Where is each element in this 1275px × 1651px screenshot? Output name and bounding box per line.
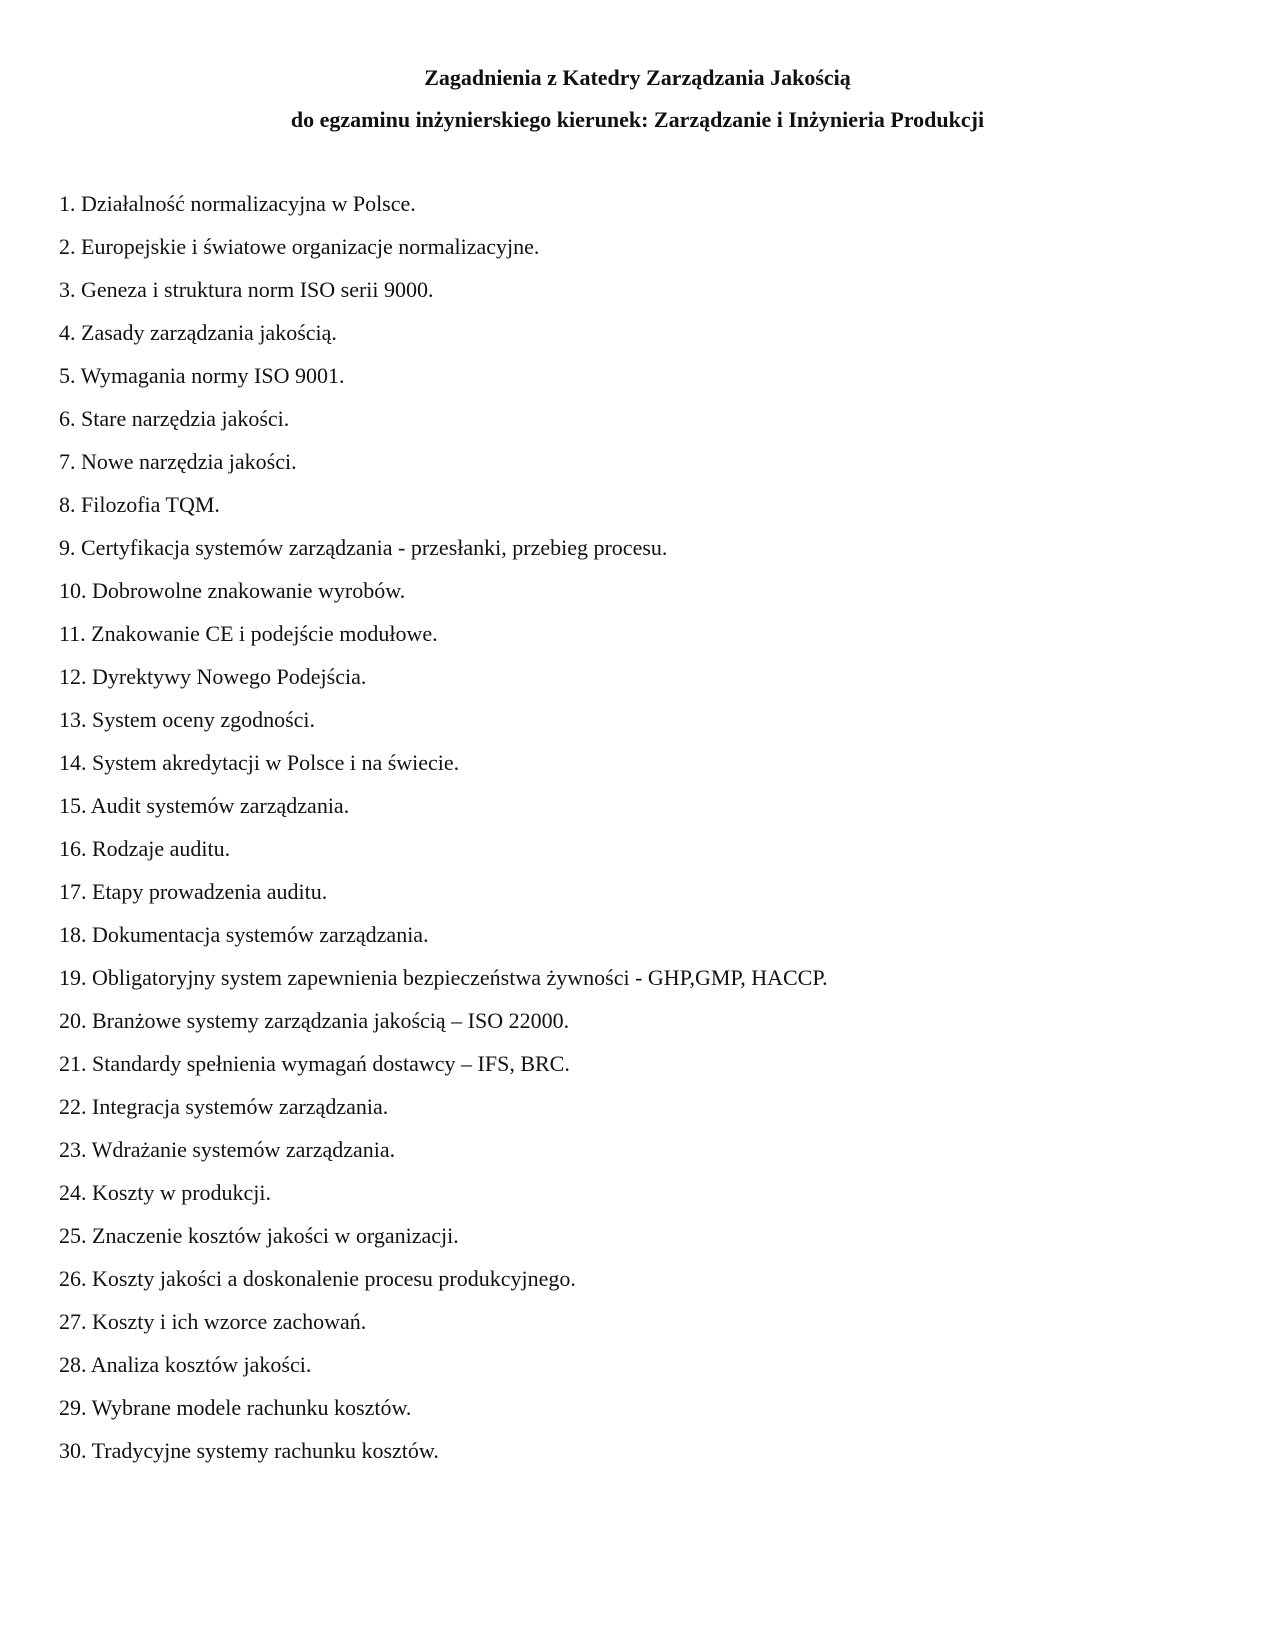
topic-item: 30. Tradycyjne systemy rachunku kosztów. [59, 1438, 439, 1463]
topic-item: 14. System akredytacji w Polsce i na świecie. [59, 750, 460, 775]
topic-item: 2. Europejskie i światowe organizacje normalizacyjne. [59, 234, 540, 259]
topic-item: 10. Dobrowolne znakowanie wyrobów. [59, 578, 406, 603]
topic-item: 19. Obligatoryjny system zapewnienia bezpieczeństwa żywności - GHP,GMP, HACCP. [59, 965, 828, 990]
topic-item: 22. Integracja systemów zarządzania. [59, 1094, 389, 1119]
topic-item: 6. Stare narzędzia jakości. [59, 406, 290, 431]
topic-item: 15. Audit systemów zarządzania. [59, 793, 350, 818]
topic-item: 4. Zasady zarządzania jakością. [59, 320, 337, 345]
topic-item: 5. Wymagania normy ISO 9001. [59, 363, 345, 388]
topic-item: 11. Znakowanie CE i podejście modułowe. [59, 621, 438, 646]
topic-item: 1. Działalność normalizacyjna w Polsce. [59, 191, 416, 216]
topic-item: 28. Analiza kosztów jakości. [59, 1352, 312, 1377]
topic-item: 8. Filozofia TQM. [59, 492, 220, 517]
topic-item: 3. Geneza i struktura norm ISO serii 9000. [59, 277, 434, 302]
topic-item: 13. System oceny zgodności. [59, 707, 316, 732]
topic-item: 17. Etapy prowadzenia auditu. [59, 879, 328, 904]
document-header [0, 57, 1275, 141]
topic-list [59, 182, 828, 1472]
topic-item: 25. Znaczenie kosztów jakości w organizacji. [59, 1223, 459, 1248]
topic-item: 26. Koszty jakości a doskonalenie procesu produkcyjnego. [59, 1266, 576, 1291]
topic-item: 24. Koszty w produkcji. [59, 1180, 272, 1205]
topic-item: 23. Wdrażanie systemów zarządzania. [59, 1137, 396, 1162]
topic-item: 12. Dyrektywy Nowego Podejścia. [59, 664, 367, 689]
topic-item: 21. Standardy spełnienia wymagań dostawcy – IFS, BRC. [59, 1051, 570, 1076]
topic-item: 7. Nowe narzędzia jakości. [59, 449, 297, 474]
topic-item: 20. Branżowe systemy zarządzania jakością – ISO 22000. [59, 1008, 570, 1033]
topic-item: 18. Dokumentacja systemów zarządzania. [59, 922, 429, 947]
title-line-2: do egzaminu inżynierskiego kierunek: Zarządzanie i Inżynieria Produkcji [290, 107, 985, 132]
topic-item: 29. Wybrane modele rachunku kosztów. [59, 1395, 412, 1420]
title-line-1: Zagadnienia z Katedry Zarządzania Jakością [424, 65, 851, 90]
topic-item: 16. Rodzaje auditu. [59, 836, 231, 861]
topic-item: 27. Koszty i ich wzorce zachowań. [59, 1309, 367, 1334]
topic-item: 9. Certyfikacja systemów zarządzania - przesłanki, przebieg procesu. [59, 535, 668, 560]
